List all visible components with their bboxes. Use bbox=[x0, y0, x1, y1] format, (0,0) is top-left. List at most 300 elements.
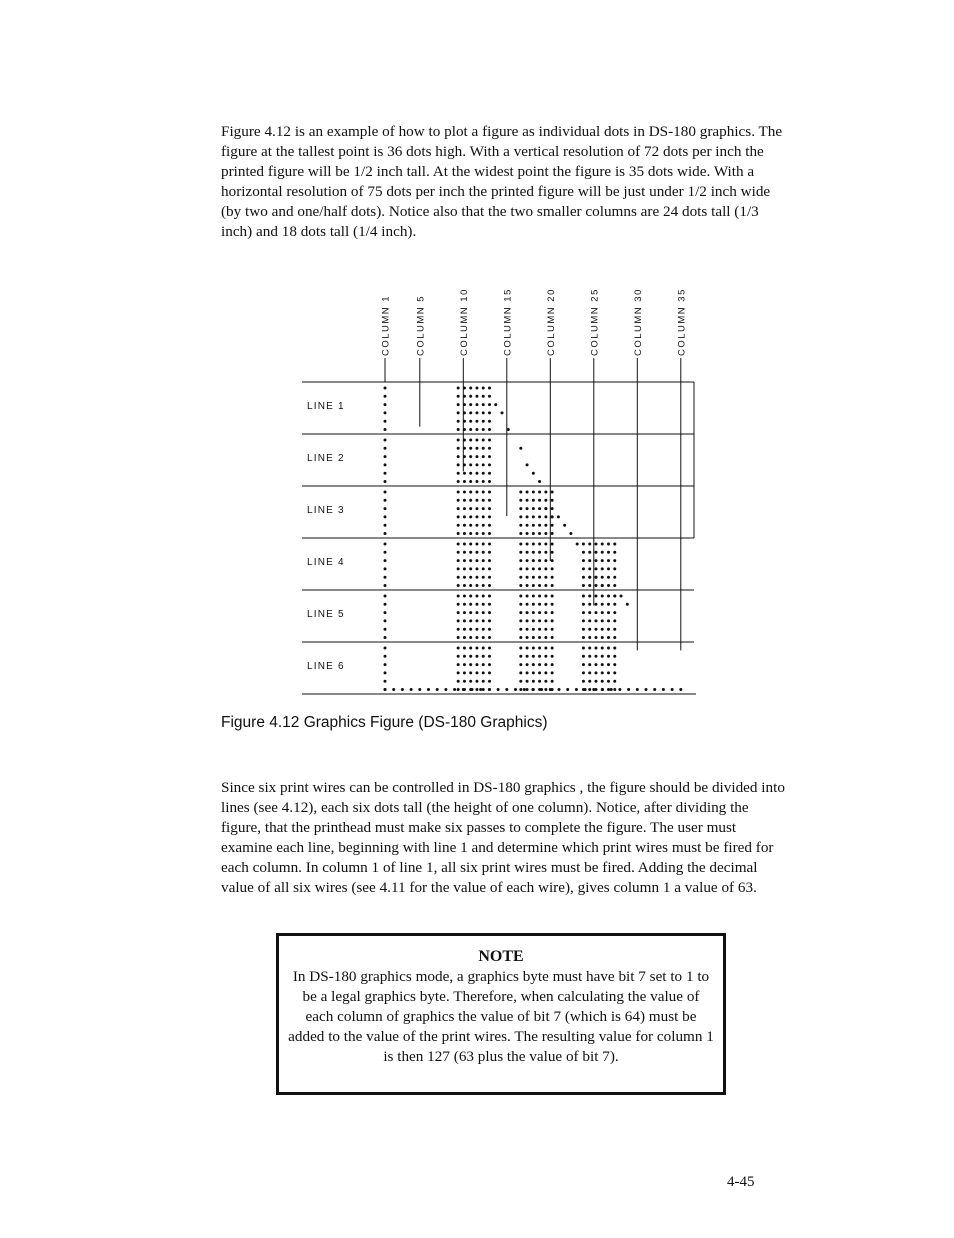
dot bbox=[519, 636, 522, 639]
dot bbox=[469, 559, 472, 562]
column-label: COLUMN 25 bbox=[589, 288, 601, 356]
dot bbox=[526, 463, 529, 466]
dot bbox=[544, 567, 547, 570]
dot bbox=[601, 543, 604, 546]
dot bbox=[601, 688, 604, 691]
dot bbox=[488, 567, 491, 570]
dot bbox=[475, 595, 478, 598]
dot bbox=[582, 584, 585, 587]
dot bbox=[532, 663, 535, 666]
dot bbox=[457, 611, 460, 614]
dot bbox=[582, 655, 585, 658]
dot bbox=[463, 420, 466, 423]
dot bbox=[469, 491, 472, 494]
dot bbox=[463, 411, 466, 414]
dot bbox=[544, 532, 547, 535]
dot bbox=[588, 663, 591, 666]
dot bbox=[532, 671, 535, 674]
column-label: COLUMN 5 bbox=[415, 294, 427, 356]
dot bbox=[544, 663, 547, 666]
dot bbox=[544, 680, 547, 683]
dot bbox=[519, 680, 522, 683]
dot bbox=[526, 688, 529, 691]
dot bbox=[384, 647, 387, 650]
dot bbox=[588, 619, 591, 622]
dot bbox=[575, 688, 578, 691]
dot bbox=[613, 671, 616, 674]
dot bbox=[538, 584, 541, 587]
dot bbox=[551, 655, 554, 658]
dot bbox=[532, 472, 535, 475]
dot bbox=[582, 543, 585, 546]
dot bbox=[607, 680, 610, 683]
dot bbox=[469, 647, 472, 650]
dot bbox=[627, 688, 630, 691]
dot bbox=[551, 491, 554, 494]
dot bbox=[488, 439, 491, 442]
dot bbox=[519, 532, 522, 535]
dot bbox=[475, 611, 478, 614]
dot bbox=[526, 515, 529, 518]
dot bbox=[488, 480, 491, 483]
dot bbox=[457, 403, 460, 406]
dot bbox=[526, 524, 529, 527]
dot bbox=[463, 688, 466, 691]
dot bbox=[594, 647, 597, 650]
dot bbox=[384, 543, 387, 546]
dot bbox=[488, 671, 491, 674]
dot bbox=[457, 647, 460, 650]
dot bbox=[679, 688, 682, 691]
dot bbox=[457, 411, 460, 414]
dot bbox=[519, 671, 522, 674]
dot bbox=[544, 636, 547, 639]
dot bbox=[457, 515, 460, 518]
dot bbox=[588, 603, 591, 606]
dot bbox=[613, 551, 616, 554]
dot bbox=[482, 611, 485, 614]
dot bbox=[607, 611, 610, 614]
dot bbox=[613, 611, 616, 614]
dot bbox=[463, 499, 466, 502]
dot bbox=[519, 655, 522, 658]
dot bbox=[482, 559, 485, 562]
dot bbox=[457, 491, 460, 494]
dot bbox=[475, 499, 478, 502]
dot bbox=[551, 628, 554, 631]
dot bbox=[463, 395, 466, 398]
dot bbox=[475, 559, 478, 562]
dot bbox=[463, 480, 466, 483]
dot bbox=[475, 543, 478, 546]
dot bbox=[469, 680, 472, 683]
dot bbox=[526, 584, 529, 587]
dot bbox=[482, 603, 485, 606]
dot bbox=[488, 663, 491, 666]
dot bbox=[384, 619, 387, 622]
dot bbox=[488, 611, 491, 614]
dot bbox=[457, 480, 460, 483]
dot bbox=[384, 387, 387, 390]
dot bbox=[551, 619, 554, 622]
dot bbox=[576, 543, 579, 546]
dot bbox=[594, 551, 597, 554]
dot bbox=[497, 688, 500, 691]
dot bbox=[594, 576, 597, 579]
intro-paragraph: Figure 4.12 is an example of how to plot a figure as individual dots in DS-180 graphics. The figure at the tallest point is 36 dots high. With a vertical resolution of 72 dots per inch the printed figure will be 1/2 inch tall. At the widest point the figure is 35 dots wide. With a horizontal resolution of 75 dots per inch the printed figure will be just under 1/2 inch wide (by two and one/half dots). Notice also that the two smaller columns are 24 dots tall (1/3 inch) and 18 dots tall (1/4 inch). bbox=[221, 123, 783, 240]
dot bbox=[475, 576, 478, 579]
dot bbox=[488, 655, 491, 658]
dot bbox=[538, 663, 541, 666]
dot bbox=[475, 387, 478, 390]
dot bbox=[551, 584, 554, 587]
dot bbox=[463, 463, 466, 466]
dot bbox=[519, 559, 522, 562]
dot bbox=[523, 688, 526, 691]
dot bbox=[613, 663, 616, 666]
dot bbox=[475, 515, 478, 518]
dot bbox=[544, 603, 547, 606]
dot bbox=[469, 595, 472, 598]
dot bbox=[463, 603, 466, 606]
dot bbox=[457, 663, 460, 666]
dot bbox=[488, 647, 491, 650]
dot bbox=[601, 636, 604, 639]
dot bbox=[488, 491, 491, 494]
note-title: NOTE bbox=[478, 948, 524, 965]
dot bbox=[469, 420, 472, 423]
dot bbox=[594, 595, 597, 598]
dot bbox=[526, 603, 529, 606]
dot bbox=[475, 463, 478, 466]
dot bbox=[601, 595, 604, 598]
dot bbox=[544, 576, 547, 579]
dot bbox=[526, 543, 529, 546]
dot bbox=[594, 671, 597, 674]
dot bbox=[538, 680, 541, 683]
dot bbox=[488, 447, 491, 450]
line-label: LINE 5 bbox=[307, 609, 345, 620]
dot bbox=[463, 584, 466, 587]
dot bbox=[475, 680, 478, 683]
dot bbox=[526, 628, 529, 631]
dot bbox=[457, 680, 460, 683]
dot bbox=[588, 611, 591, 614]
dot bbox=[551, 499, 554, 502]
line-labels bbox=[307, 401, 345, 672]
dot bbox=[457, 655, 460, 658]
dot bbox=[488, 551, 491, 554]
dot bbox=[519, 576, 522, 579]
dot bbox=[488, 395, 491, 398]
dot bbox=[488, 595, 491, 598]
dot bbox=[551, 567, 554, 570]
dot bbox=[566, 688, 569, 691]
column-label: COLUMN 1 bbox=[380, 294, 392, 356]
dot bbox=[607, 559, 610, 562]
dot bbox=[532, 647, 535, 650]
dot bbox=[444, 688, 447, 691]
dot bbox=[463, 543, 466, 546]
dot bbox=[488, 420, 491, 423]
dot bbox=[538, 603, 541, 606]
dot bbox=[519, 663, 522, 666]
dot bbox=[384, 576, 387, 579]
dot bbox=[588, 559, 591, 562]
dot bbox=[607, 603, 610, 606]
dot bbox=[601, 567, 604, 570]
dot bbox=[551, 576, 554, 579]
dot bbox=[532, 507, 535, 510]
column-label: COLUMN 15 bbox=[502, 288, 514, 356]
dot bbox=[463, 455, 466, 458]
dot bbox=[384, 551, 387, 554]
dot bbox=[463, 559, 466, 562]
dot bbox=[538, 671, 541, 674]
dot bbox=[588, 567, 591, 570]
dot bbox=[436, 688, 439, 691]
dot bbox=[482, 515, 485, 518]
dot bbox=[532, 628, 535, 631]
dot bbox=[544, 491, 547, 494]
dot bbox=[519, 595, 522, 598]
dot bbox=[607, 584, 610, 587]
dot bbox=[475, 507, 478, 510]
dot bbox=[469, 567, 472, 570]
dot bbox=[457, 603, 460, 606]
dot bbox=[469, 499, 472, 502]
dot bbox=[551, 688, 554, 691]
line-label: LINE 3 bbox=[307, 505, 345, 516]
dot bbox=[463, 387, 466, 390]
dot bbox=[457, 688, 460, 691]
dot bbox=[384, 491, 387, 494]
dot bbox=[482, 655, 485, 658]
column-label: COLUMN 20 bbox=[545, 288, 557, 356]
dot bbox=[544, 628, 547, 631]
dot bbox=[469, 455, 472, 458]
dot bbox=[475, 655, 478, 658]
dot bbox=[469, 603, 472, 606]
dot bbox=[475, 480, 478, 483]
dot bbox=[457, 628, 460, 631]
dot bbox=[469, 655, 472, 658]
dot bbox=[551, 636, 554, 639]
dot bbox=[384, 395, 387, 398]
dot bbox=[482, 455, 485, 458]
dot bbox=[392, 688, 395, 691]
dot bbox=[475, 551, 478, 554]
dot bbox=[532, 491, 535, 494]
dot bbox=[482, 439, 485, 442]
dot bbox=[453, 688, 456, 691]
dot bbox=[519, 611, 522, 614]
dot bbox=[532, 524, 535, 527]
dot bbox=[582, 567, 585, 570]
dot bbox=[463, 439, 466, 442]
dot bbox=[475, 428, 478, 431]
dot bbox=[551, 671, 554, 674]
dot bbox=[526, 647, 529, 650]
dot bbox=[482, 567, 485, 570]
dot bbox=[463, 507, 466, 510]
dot bbox=[482, 403, 485, 406]
dot bbox=[457, 567, 460, 570]
line-label: LINE 6 bbox=[307, 661, 345, 672]
dot bbox=[588, 671, 591, 674]
dot bbox=[519, 688, 522, 691]
dot bbox=[475, 403, 478, 406]
dot bbox=[582, 688, 585, 691]
dot bbox=[488, 603, 491, 606]
dot bbox=[538, 611, 541, 614]
dot bbox=[463, 567, 466, 570]
dot bbox=[488, 472, 491, 475]
dot bbox=[607, 567, 610, 570]
dot bbox=[532, 584, 535, 587]
dot bbox=[475, 447, 478, 450]
dot bbox=[384, 428, 387, 431]
dot bbox=[582, 595, 585, 598]
dot bbox=[551, 551, 554, 554]
dot bbox=[475, 663, 478, 666]
dot bbox=[613, 559, 616, 562]
dot bbox=[551, 595, 554, 598]
dot bbox=[384, 532, 387, 535]
dot bbox=[613, 543, 616, 546]
dot bbox=[558, 688, 561, 691]
dot bbox=[594, 636, 597, 639]
dot bbox=[488, 455, 491, 458]
dot bbox=[620, 595, 623, 598]
dot bbox=[482, 507, 485, 510]
dot bbox=[469, 463, 472, 466]
dot bbox=[469, 411, 472, 414]
dot bbox=[526, 576, 529, 579]
dot bbox=[482, 688, 485, 691]
dot bbox=[457, 428, 460, 431]
dot bbox=[457, 584, 460, 587]
dot bbox=[482, 499, 485, 502]
dot bbox=[538, 480, 541, 483]
dot bbox=[463, 472, 466, 475]
dot bbox=[463, 628, 466, 631]
dot bbox=[410, 688, 413, 691]
dot bbox=[601, 611, 604, 614]
dot bbox=[538, 543, 541, 546]
dot bbox=[538, 576, 541, 579]
dot bbox=[482, 524, 485, 527]
dot bbox=[488, 680, 491, 683]
dot bbox=[507, 428, 510, 431]
dot bbox=[601, 584, 604, 587]
dot bbox=[618, 688, 621, 691]
dot bbox=[475, 671, 478, 674]
dot bbox=[544, 671, 547, 674]
dot bbox=[594, 655, 597, 658]
dot bbox=[482, 395, 485, 398]
dot bbox=[384, 499, 387, 502]
dot bbox=[588, 688, 591, 691]
dot bbox=[532, 499, 535, 502]
dot bbox=[519, 647, 522, 650]
dot bbox=[488, 428, 491, 431]
dot bbox=[469, 447, 472, 450]
column-label: COLUMN 30 bbox=[632, 288, 644, 356]
dot bbox=[526, 619, 529, 622]
dot bbox=[582, 671, 585, 674]
dot bbox=[636, 688, 639, 691]
dot bbox=[488, 559, 491, 562]
dot bbox=[463, 680, 466, 683]
dot bbox=[613, 647, 616, 650]
dot bbox=[532, 595, 535, 598]
dot bbox=[482, 636, 485, 639]
dot bbox=[384, 524, 387, 527]
dot bbox=[482, 411, 485, 414]
dot bbox=[582, 576, 585, 579]
dot bbox=[488, 524, 491, 527]
dot bbox=[607, 595, 610, 598]
dot bbox=[463, 619, 466, 622]
dot bbox=[594, 543, 597, 546]
dot bbox=[538, 688, 541, 691]
note-box bbox=[276, 933, 726, 1095]
dot bbox=[475, 603, 478, 606]
dot bbox=[475, 395, 478, 398]
dot bbox=[594, 559, 597, 562]
dot bbox=[482, 595, 485, 598]
dot bbox=[582, 603, 585, 606]
dot bbox=[475, 420, 478, 423]
dot bbox=[538, 524, 541, 527]
dot bbox=[475, 567, 478, 570]
dot bbox=[538, 507, 541, 510]
dot bbox=[544, 507, 547, 510]
dot bbox=[532, 543, 535, 546]
dot bbox=[519, 447, 522, 450]
graphics-figure bbox=[296, 276, 716, 701]
dot bbox=[601, 680, 604, 683]
dot bbox=[532, 559, 535, 562]
dot bbox=[482, 472, 485, 475]
dot bbox=[551, 647, 554, 650]
dot bbox=[469, 543, 472, 546]
dot bbox=[384, 420, 387, 423]
dot bbox=[469, 628, 472, 631]
dot bbox=[594, 619, 597, 622]
dot bbox=[475, 491, 478, 494]
dot bbox=[544, 619, 547, 622]
dot bbox=[469, 472, 472, 475]
dot bbox=[463, 655, 466, 658]
dot bbox=[482, 387, 485, 390]
dot bbox=[457, 543, 460, 546]
line-label: LINE 1 bbox=[307, 401, 345, 412]
dot bbox=[488, 463, 491, 466]
dot bbox=[582, 636, 585, 639]
dot bbox=[488, 499, 491, 502]
note-body: In DS-180 graphics mode, a graphics byte must have bit 7 set to 1 to be a legal graphics byte. Therefore, when calculating the value of each column of graphics the value of bit 7 (which is 64) must be added to the value of the print wires. The resulting value for column 1 is then 127 (63 plus the value of bit 7). bbox=[288, 968, 714, 1065]
dot bbox=[482, 619, 485, 622]
dot bbox=[463, 524, 466, 527]
dot bbox=[582, 611, 585, 614]
dot bbox=[519, 619, 522, 622]
dot bbox=[488, 584, 491, 587]
dot bbox=[582, 680, 585, 683]
dot bbox=[519, 567, 522, 570]
dot bbox=[475, 524, 478, 527]
